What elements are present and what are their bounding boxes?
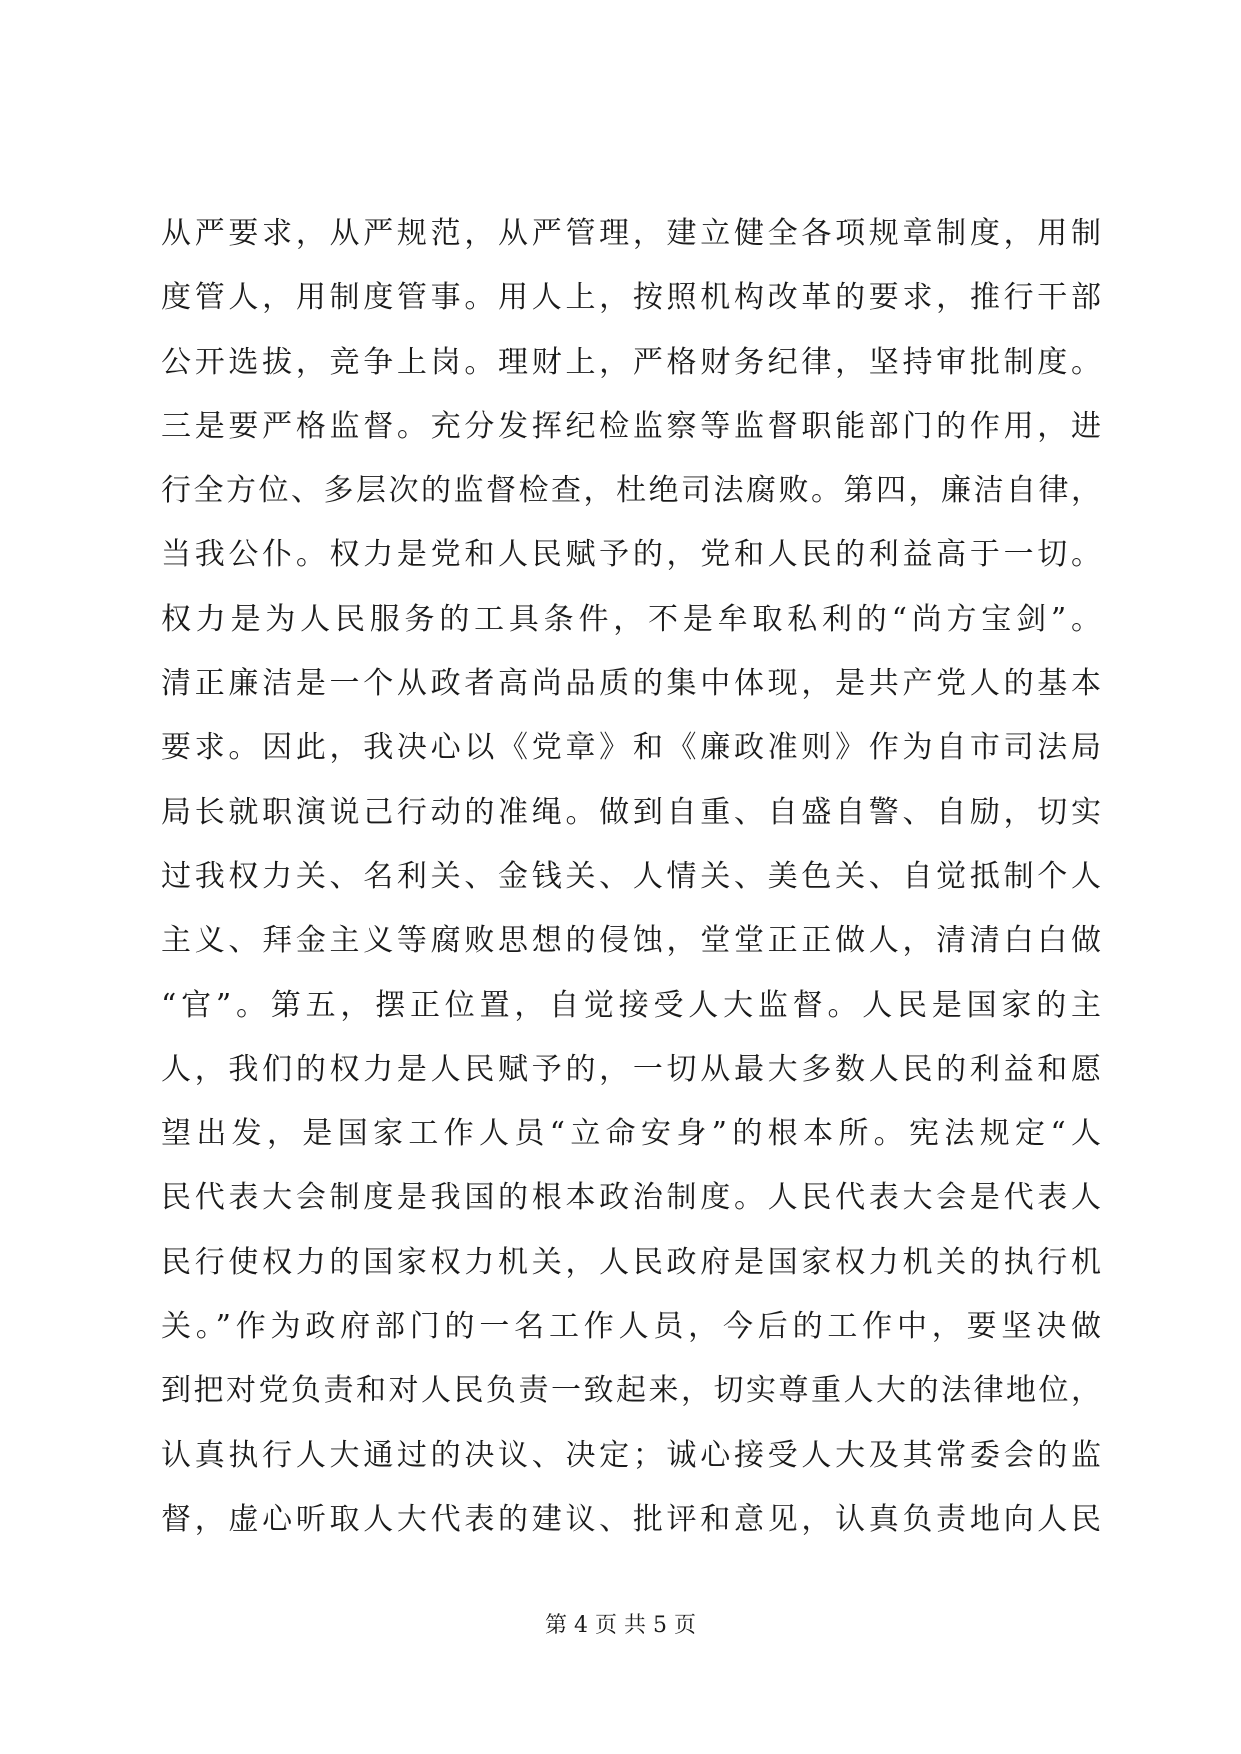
text-line: 认真执行人大通过的决议、决定；诚心接受人大及其常委会的监 xyxy=(161,1437,1101,1473)
text-line: 关。”作为政府部门的一名工作人员，今后的工作中，要坚决做 xyxy=(161,1309,1101,1345)
text-line: 主义、拜金主义等腐败思想的侵蚀，堂堂正正做人，清清白白做 xyxy=(161,923,1101,959)
text-line: 人，我们的权力是人民赋予的，一切从最大多数人民的利益和愿 xyxy=(161,1051,1101,1087)
text-line: 督，虚心听取人大代表的建议、批评和意见，认真负责地向人民 xyxy=(161,1501,1101,1537)
body-text xyxy=(161,202,1101,1552)
text-line: 民行使权力的国家权力机关，人民政府是国家权力机关的执行机 xyxy=(161,1244,1101,1280)
text-line: “官”。第五，摆正位置，自觉接受人大监督。人民是国家的主 xyxy=(161,987,1101,1023)
text-line: 望出发，是国家工作人员“立命安身”的根本所。宪法规定“人 xyxy=(161,1116,1101,1152)
page-footer xyxy=(0,1611,1241,1641)
page-number: 第 4 页 共 5 页 xyxy=(545,1613,696,1638)
text-line: 民代表大会制度是我国的根本政治制度。人民代表大会是代表人 xyxy=(161,1180,1101,1216)
text-line: 权力是为人民服务的工具条件，不是牟取私利的“尚方宝剑”。 xyxy=(161,601,1101,637)
text-line: 三是要严格监督。充分发挥纪检监察等监督职能部门的作用，进 xyxy=(161,408,1101,444)
text-line: 度管人，用制度管事。用人上，按照机构改革的要求，推行干部 xyxy=(161,280,1101,316)
text-line: 要求。因此，我决心以《党章》和《廉政准则》作为自市司法局 xyxy=(161,730,1101,766)
text-line: 行全方位、多层次的监督检查，杜绝司法腐败。第四，廉洁自律， xyxy=(161,473,1101,509)
text-line: 局长就职演说己行动的准绳。做到自重、自盛自警、自励，切实 xyxy=(161,794,1101,830)
text-line: 公开选拔，竞争上岗。理财上，严格财务纪律，坚持审批制度。 xyxy=(161,344,1101,380)
text-line: 过我权力关、名利关、金钱关、人情关、美色关、自觉抵制个人 xyxy=(161,858,1101,894)
text-line: 清正廉洁是一个从政者高尚品质的集中体现，是共产党人的基本 xyxy=(161,666,1101,702)
text-line: 到把对党负责和对人民负责一致起来，切实尊重人大的法律地位， xyxy=(161,1373,1101,1409)
text-line: 从严要求，从严规范，从严管理，建立健全各项规章制度，用制 xyxy=(161,216,1101,251)
text-line: 当我公仆。权力是党和人民赋予的，党和人民的利益高于一切。 xyxy=(161,537,1101,573)
